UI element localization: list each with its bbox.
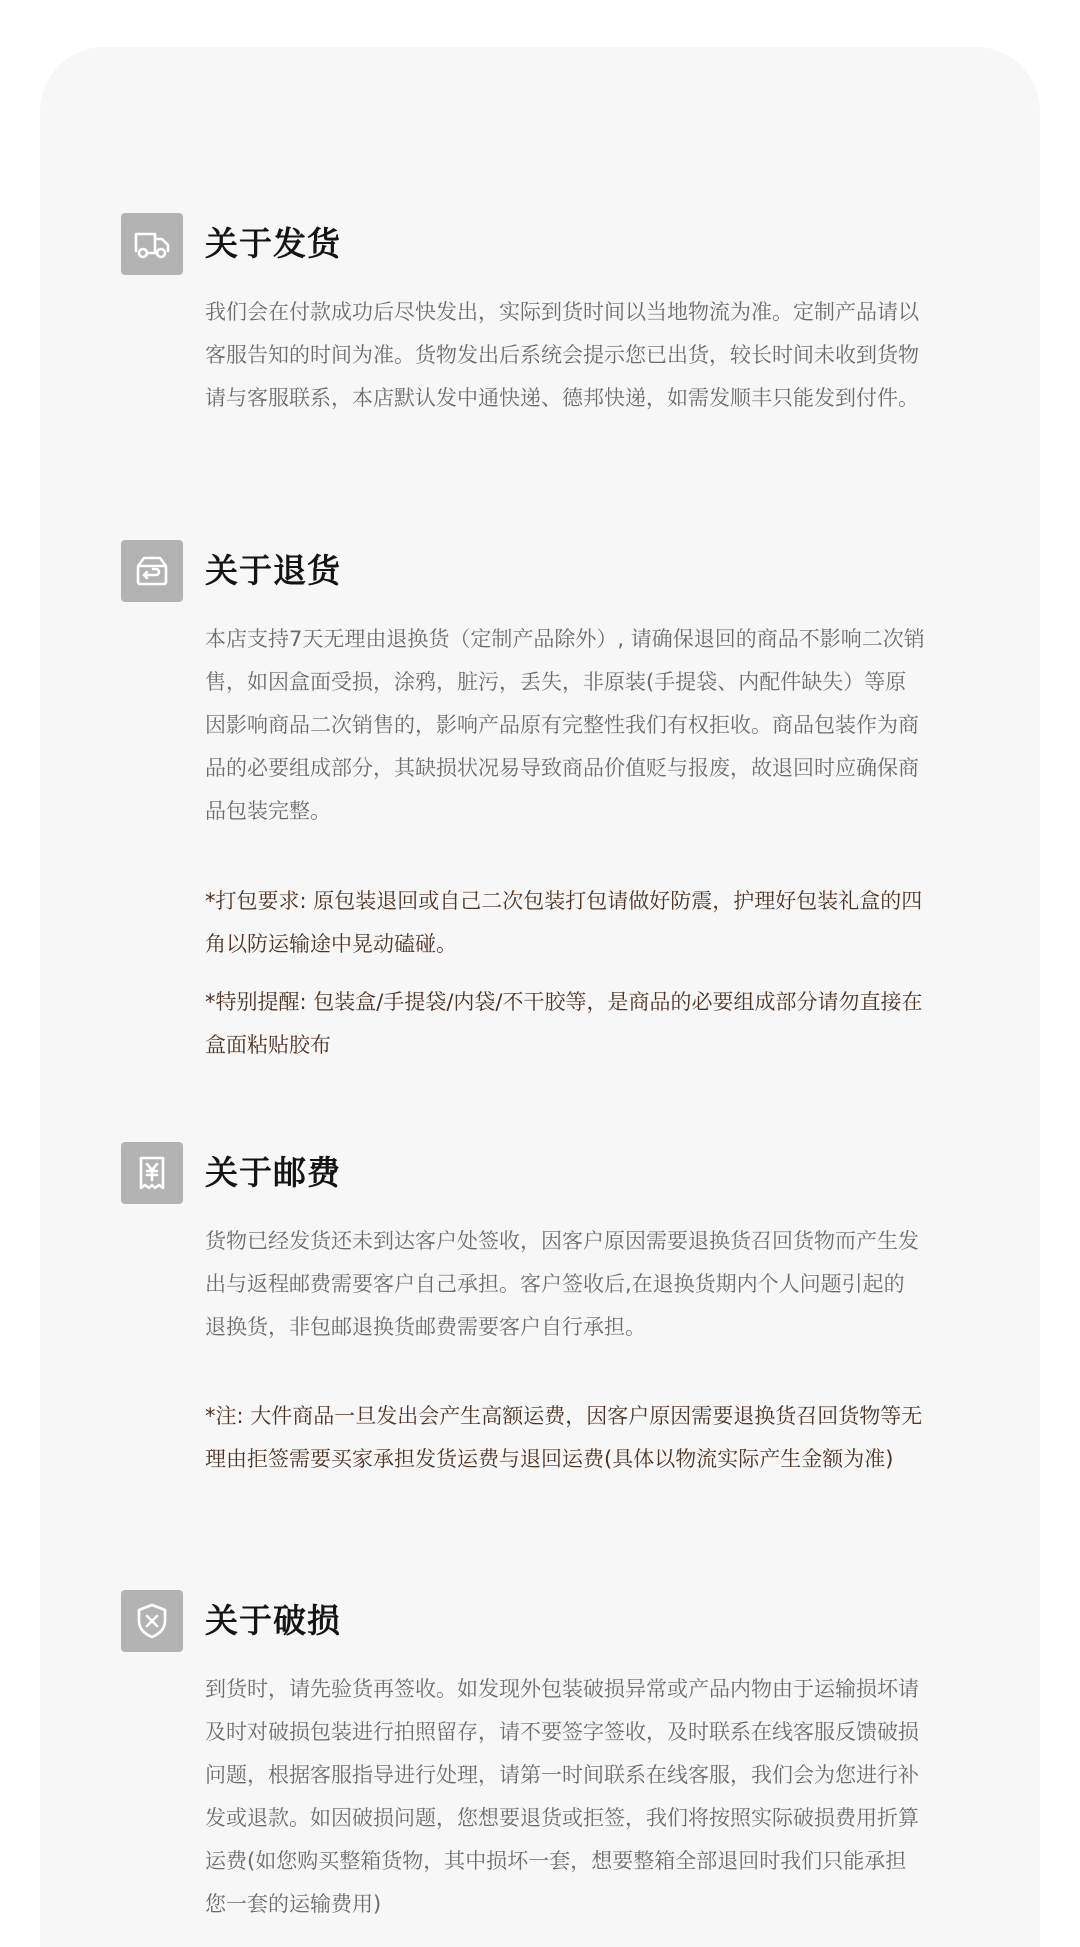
yen-receipt-icon — [121, 1142, 183, 1204]
section-title: 关于退货 — [205, 551, 341, 590]
shield-x-icon — [121, 1590, 183, 1652]
return-box-icon — [121, 540, 183, 602]
packing-requirement-note: *打包要求: 原包装退回或自己二次包装打包请做好防震，护理好包装礼盒的四角以防运输途中晃动磕碰。 — [205, 889, 923, 956]
section-title: 关于发货 — [205, 224, 341, 263]
section-body: 到货时，请先验货再签收。如发现外包装破损异常或产品内物由于运输损坏请及时对破损包装进行拍照留存，请不要签字签收，及时联系在线客服反馈破损问题，根据客服指导进行处理，请第一时间联系在线客服，我们会为您进行补发或退款。如因破损问题，您想要退货或拒签，我们将按照实际破损费用折算运费(如您购买整箱货物，其中损坏一套，想要整箱全部退回时我们只能承担您一套的运输费用) — [205, 1677, 919, 1916]
policy-card — [40, 47, 1040, 1947]
postage-note: *注: 大件商品一旦发出会产生高额运费，因客户原因需要退换货召回货物等无理由拒签需要买家承担发货运费与退回运费(具体以物流实际产生金额为准) — [205, 1404, 923, 1471]
section-title: 关于邮费 — [205, 1153, 341, 1192]
section-body: 货物已经发货还未到达客户处签收，因客户原因需要退换货召回货物而产生发出与返程邮费需要客户自己承担。客户签收后,在退换货期内个人问题引起的退换货，非包邮退换货邮费需要客户自行承担。 — [205, 1229, 919, 1339]
delivery-truck-icon — [121, 213, 183, 275]
section-title: 关于破损 — [205, 1601, 341, 1640]
section-body: 我们会在付款成功后尽快发出，实际到货时间以当地物流为准。定制产品请以客服告知的时间为准。货物发出后系统会提示您已出货，较长时间未收到货物请与客服联系，本店默认发中通快递、德邦快递，如需发顺丰只能发到付件。 — [205, 300, 919, 410]
special-reminder-note: *特别提醒: 包装盒/手提袋/内袋/不干胶等，是商品的必要组成部分请勿直接在盒面粘贴胶布 — [205, 990, 923, 1057]
section-body: 本店支持7天无理由退换货（定制产品除外）, 请确保退回的商品不影响二次销售，如因盒面受损，涂鸦，脏污，丢失，非原装(手提袋、内配件缺失）等原因影响商品二次销售的，影响产品原有完整性我们有权拒收。商品包装作为商品的必要组成部分，其缺损状况易导致商品价值贬与报废，故退回时应确保商品包装完整。 — [205, 627, 925, 823]
